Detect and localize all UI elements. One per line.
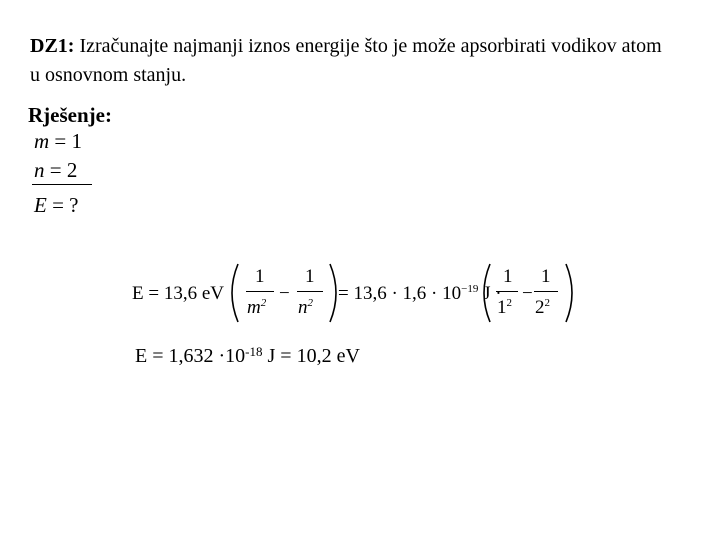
result-line	[135, 345, 360, 368]
problem-text: Izračunajte najmanji iznos energije što je može apsorbirati vodikov atom u osnovnom stanju.	[30, 35, 662, 86]
frac2-denominator: $n^2$	[298, 297, 313, 318]
energy-formula	[130, 262, 570, 324]
frac4-numerator: 1	[541, 266, 551, 287]
given-e-value: = ?	[46, 193, 79, 217]
result-exponent: -18	[245, 344, 263, 359]
frac3-bar	[496, 291, 518, 292]
given-m-var: m	[34, 129, 50, 153]
given-e	[34, 193, 79, 218]
frac1-numerator: 1	[255, 266, 265, 287]
problem-label: DZ1:	[30, 35, 75, 57]
given-n	[34, 158, 77, 183]
frac1-bar	[246, 291, 274, 292]
given-n-value: = 2	[44, 158, 78, 182]
frac3-denominator: $1^2$	[497, 297, 512, 318]
formula-minus-2: −	[522, 283, 533, 304]
frac2-bar	[297, 291, 323, 292]
result-suffix: J = 10,2 eV	[262, 345, 360, 367]
solution-title: Rješenje:	[28, 103, 112, 127]
given-m	[34, 129, 82, 154]
formula-lhs: E = 13,6 eV	[132, 283, 224, 304]
given-divider	[32, 184, 92, 185]
given-e-var: E	[34, 193, 47, 217]
problem-statement	[30, 32, 670, 90]
frac4-denominator: $2^2$	[535, 297, 550, 318]
frac2-numerator: 1	[305, 266, 315, 287]
result-prefix: E = 1,632 ·10	[135, 345, 246, 367]
frac4-bar	[534, 291, 558, 292]
given-m-value: = 1	[49, 129, 83, 153]
formula-minus: −	[279, 283, 290, 304]
frac1-denominator: $m^2$	[247, 297, 267, 318]
frac3-numerator: 1	[503, 266, 513, 287]
formula-middle: = $13,6 \cdot 1,6 \cdot 10^{-19}$ J ·	[338, 283, 502, 304]
given-n-var: n	[34, 158, 45, 182]
